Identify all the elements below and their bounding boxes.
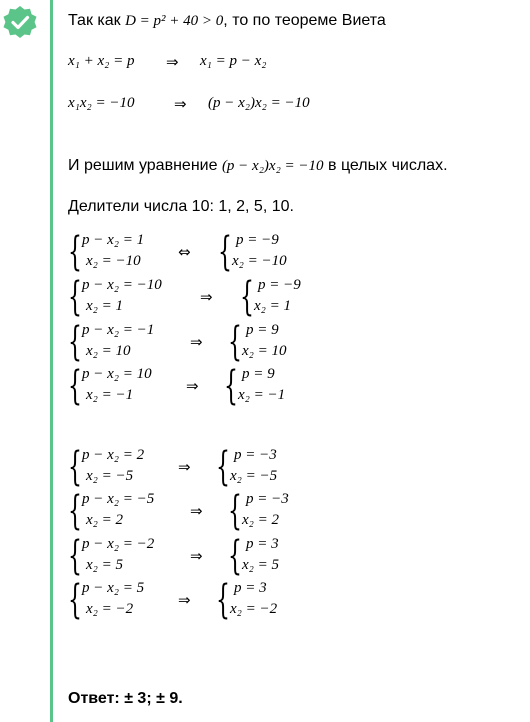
left-brace: { xyxy=(68,444,82,490)
system-equation: p − x₂ = −1 xyxy=(82,322,155,338)
left-brace: { xyxy=(240,274,254,320)
left-brace: { xyxy=(216,444,230,490)
left-brace: { xyxy=(68,577,82,623)
system-solution: x₂ = 1 xyxy=(254,298,291,314)
system-solution: p = 9 xyxy=(242,366,275,382)
system-solution: p = −3 xyxy=(246,491,289,507)
left-brace: { xyxy=(68,363,82,409)
left-brace: { xyxy=(228,488,242,534)
divisors-line: Делители числа 10: 1, 2, 5, 10. xyxy=(68,198,294,215)
implies-arrow: ⇒ xyxy=(178,458,191,476)
system-solution: p = 9 xyxy=(246,322,279,338)
vieta-product: x₁x₂ = −10 xyxy=(68,95,135,111)
system-equation: p − x₂ = −10 xyxy=(82,277,162,293)
implies-arrow: ⇒ xyxy=(178,591,191,609)
system-equation: x₂ = 2 xyxy=(86,512,123,528)
system-equation: p − x₂ = 5 xyxy=(82,580,145,596)
system-equation: p − x₂ = −2 xyxy=(82,536,155,552)
solve-line xyxy=(68,157,448,175)
system-equation: p − x₂ = −5 xyxy=(82,491,155,507)
intro-line xyxy=(68,12,386,30)
system-solution: x₂ = −5 xyxy=(230,468,278,484)
discriminant-formula: D = p² + 40 > 0 xyxy=(125,13,224,29)
left-brace: { xyxy=(68,488,82,534)
system-equation: x₂ = 1 xyxy=(86,298,123,314)
left-brace: { xyxy=(68,229,82,275)
system-solution: p = −9 xyxy=(258,277,301,293)
implies-arrow: ⇒ xyxy=(174,97,187,113)
system-solution: p = 3 xyxy=(246,536,279,552)
system-solution: p = 3 xyxy=(234,580,267,596)
implies-arrow: ⇒ xyxy=(166,55,179,71)
system-equation: p − x₂ = 10 xyxy=(82,366,152,382)
implies-arrow: ⇔ xyxy=(178,243,191,261)
final-answer: Ответ: ± 3; ± 9. xyxy=(68,690,183,707)
system-equation: x₂ = −1 xyxy=(86,387,134,403)
system-equation: p − x₂ = 1 xyxy=(82,232,145,248)
system-equation: x₂ = −5 xyxy=(86,468,134,484)
intro-prefix: Так как xyxy=(68,12,126,29)
vieta-line-1 xyxy=(68,53,267,71)
implies-arrow: ⇒ xyxy=(190,547,203,565)
system-solution: x₂ = −1 xyxy=(238,387,286,403)
vieta-line-2 xyxy=(68,95,310,113)
left-brace: { xyxy=(228,319,242,365)
solve-suffix: в целых числах. xyxy=(323,157,448,174)
implies-arrow: ⇒ xyxy=(186,377,199,395)
x1-expression: x₁ = p − x₂ xyxy=(200,53,267,69)
solve-formula: (p − x₂)x₂ = −10 xyxy=(221,158,324,174)
left-brace: { xyxy=(216,577,230,623)
system-solution: p = −9 xyxy=(236,232,279,248)
system-solution: x₂ = −2 xyxy=(230,601,278,617)
left-brace: { xyxy=(218,229,232,275)
answer-accent-bar xyxy=(50,0,53,722)
system-equation: x₂ = 10 xyxy=(86,343,131,359)
implies-arrow: ⇒ xyxy=(190,333,203,351)
system-equation: p − x₂ = 2 xyxy=(82,447,145,463)
system-solution: x₂ = −10 xyxy=(232,253,287,269)
implies-arrow: ⇒ xyxy=(190,502,203,520)
system-equation: x₂ = −10 xyxy=(86,253,141,269)
product-equation: (p − x₂)x₂ = −10 xyxy=(208,95,310,111)
system-solution: p = −3 xyxy=(234,447,277,463)
system-solution: x₂ = 10 xyxy=(242,343,287,359)
left-brace: { xyxy=(68,274,82,320)
left-brace: { xyxy=(68,319,82,365)
vieta-sum: x₁ + x₂ = p xyxy=(68,53,135,69)
intro-suffix: , то по теореме Виета xyxy=(223,12,386,29)
left-brace: { xyxy=(68,533,82,579)
left-brace: { xyxy=(224,363,238,409)
system-solution: x₂ = 2 xyxy=(242,512,279,528)
system-equation: x₂ = −2 xyxy=(86,601,134,617)
implies-arrow: ⇒ xyxy=(200,288,213,306)
solve-prefix: И решим уравнение xyxy=(68,157,222,174)
system-solution: x₂ = 5 xyxy=(242,557,279,573)
system-equation: x₂ = 5 xyxy=(86,557,123,573)
left-brace: { xyxy=(228,533,242,579)
verified-check-icon xyxy=(2,5,38,41)
